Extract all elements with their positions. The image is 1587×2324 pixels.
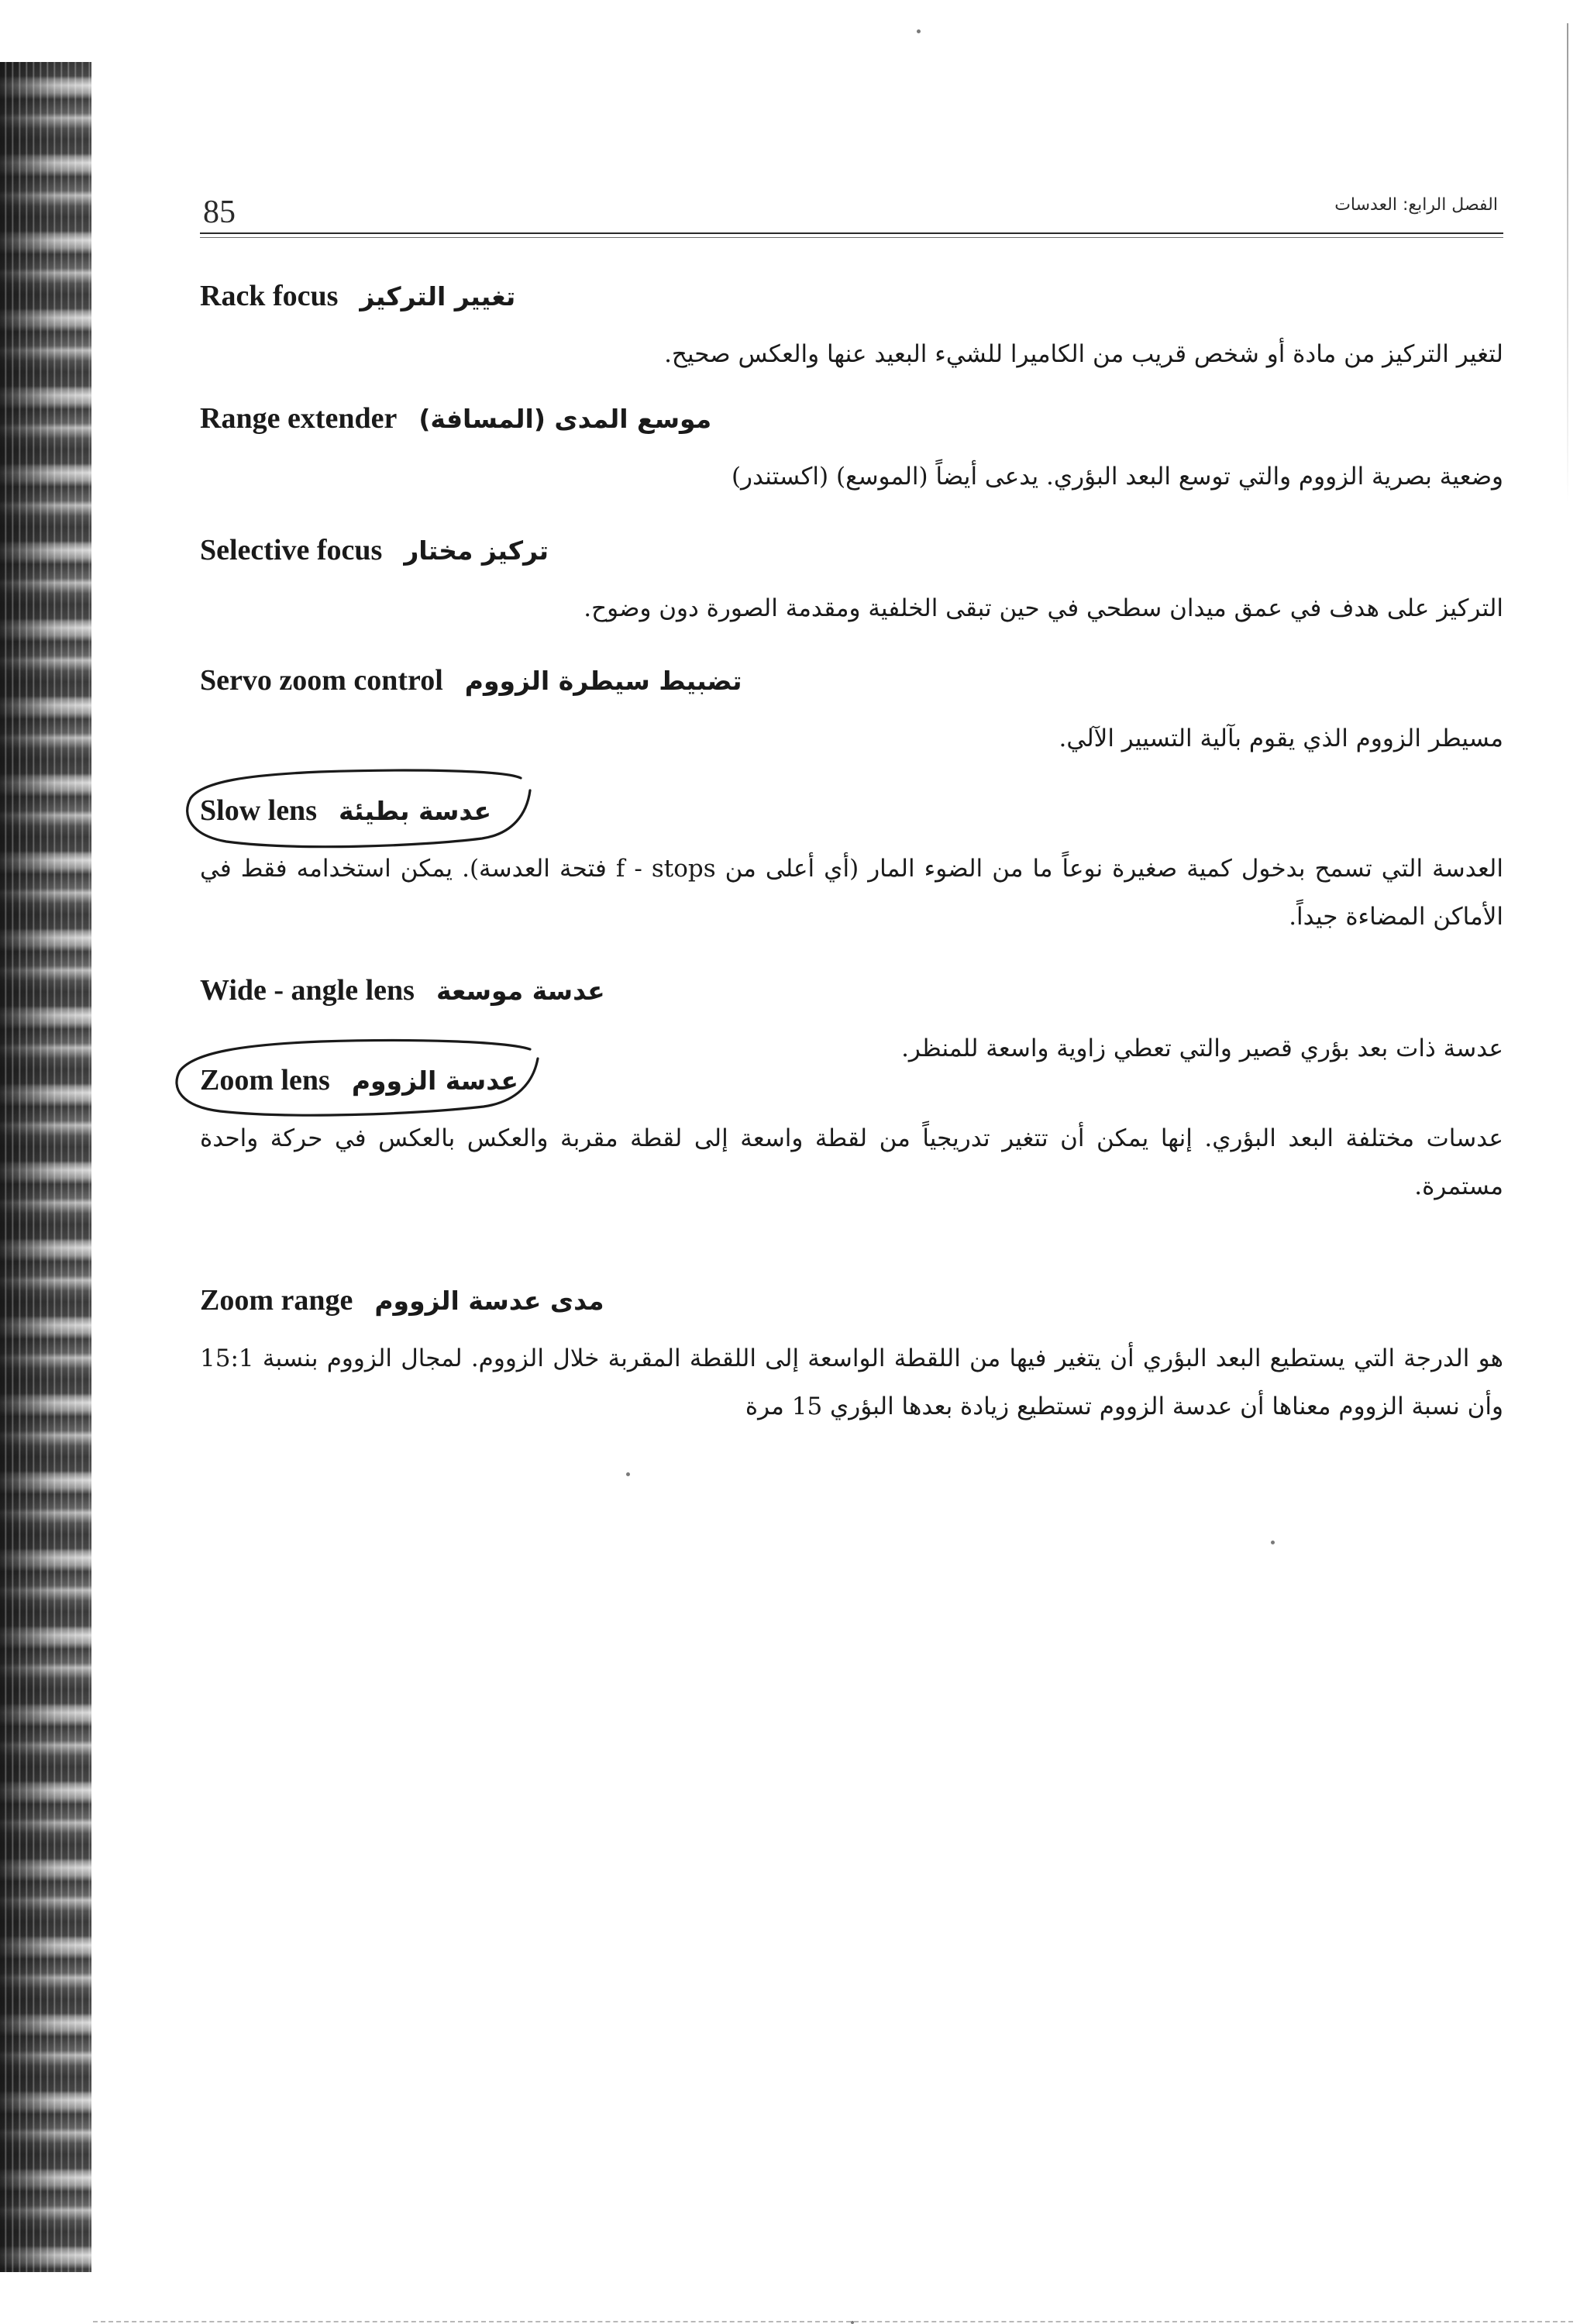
glossary-entry-zoom-range [200, 1277, 1503, 1431]
term-arabic: تركيز مختار [404, 535, 549, 566]
header-rule [200, 232, 1503, 234]
term-line [200, 395, 1503, 442]
glossary-entry-rack-focus [200, 273, 1503, 378]
term-arabic: موسع المدى (المسافة) [418, 403, 712, 434]
term-line [200, 967, 1503, 1014]
term-definition: لتغير التركيز من مادة أو شخص قريب من الكاميرا للشيء البعيد عنها والعكس صحيح. [664, 340, 1503, 368]
glossary-entry-selective-focus [200, 527, 1503, 632]
scan-dashed-line [93, 2321, 1573, 2322]
glossary-entry-servo-zoom-control [200, 657, 1503, 763]
term-line [200, 787, 1503, 834]
glossary-entry-slow-lens [200, 787, 1503, 941]
term-arabic: عدسة الزووم [351, 1065, 518, 1096]
page-number: 85 [203, 195, 236, 230]
binding-shadow [0, 62, 91, 2272]
term-definition: عدسات مختلفة البعد البؤري. إنها يمكن أن تتغير تدريجياً من لقطة واسعة إلى لقطة مقربة والعكس بالعكس في حركة واحدة مستمرة. [200, 1124, 1503, 1200]
scan-dot [626, 1472, 630, 1476]
term-english: Selective focus [200, 534, 383, 566]
term-arabic: عدسة بطيئة [338, 795, 492, 826]
term-english: Range extender [200, 402, 398, 435]
term-english: Slow lens [200, 794, 317, 827]
term-english: Rack focus [200, 280, 339, 312]
term-english: Zoom range [200, 1284, 353, 1317]
scan-dot [851, 2321, 854, 2324]
term-definition: مسيطر الزووم الذي يقوم بآلية التسيير الآلي. [1059, 725, 1503, 752]
term-arabic: عدسة موسعة [435, 975, 605, 1006]
term-english: Servo zoom control [200, 664, 443, 697]
term-line [200, 657, 1503, 704]
term-definition: التركيز على هدف في عمق ميدان سطحي في حين تبقى الخلفية ومقدمة الصورة دون وضوح. [584, 594, 1503, 622]
term-line [200, 1277, 1503, 1324]
term-line [200, 273, 1503, 319]
glossary-entry-range-extender [200, 395, 1503, 501]
running-head: الفصل الرابع: العدسات [1334, 195, 1498, 215]
term-line [200, 527, 1503, 573]
term-definition: وضعية بصرية الزووم والتي توسع البعد البؤري. يدعى أيضاً (الموسع) (اكستندر) [731, 463, 1503, 491]
term-arabic: مدى عدسة الزووم [374, 1285, 604, 1316]
term-english: Wide - angle lens [200, 974, 415, 1007]
term-definition: عدسة ذات بعد بؤري قصير والتي تعطي زاوية واسعة للمنظر. [901, 1035, 1503, 1062]
scan-dot [917, 29, 921, 33]
term-line [200, 1057, 1503, 1103]
term-arabic: تضبيط سيطرة الزووم [464, 665, 742, 696]
term-definition: العدسة التي تسمح بدخول كمية صغيرة نوعاً ما من الضوء المار (أي أعلى من f - stops فتحة العدسة). يمكن استخدامه فقط في الأماكن المضاءة جيداً. [200, 855, 1503, 931]
scan-dot [1271, 1541, 1275, 1544]
glossary-entry-zoom-lens [200, 1057, 1503, 1210]
term-arabic: تغيير التركيز [360, 281, 516, 312]
term-english: Zoom lens [200, 1064, 330, 1097]
page-edge [1567, 23, 1568, 504]
header-rule-thin [200, 237, 1503, 238]
term-definition: هو الدرجة التي يستطيع البعد البؤري أن يتغير فيها من اللقطة الواسعة إلى اللقطة المقربة خلال الزووم. لمجال الزووم بنسبة 15:1 وأن نسبة الزووم معناها أن عدسة الزووم تستطيع زيادة بعدها البؤري 15 مرة [200, 1344, 1503, 1420]
